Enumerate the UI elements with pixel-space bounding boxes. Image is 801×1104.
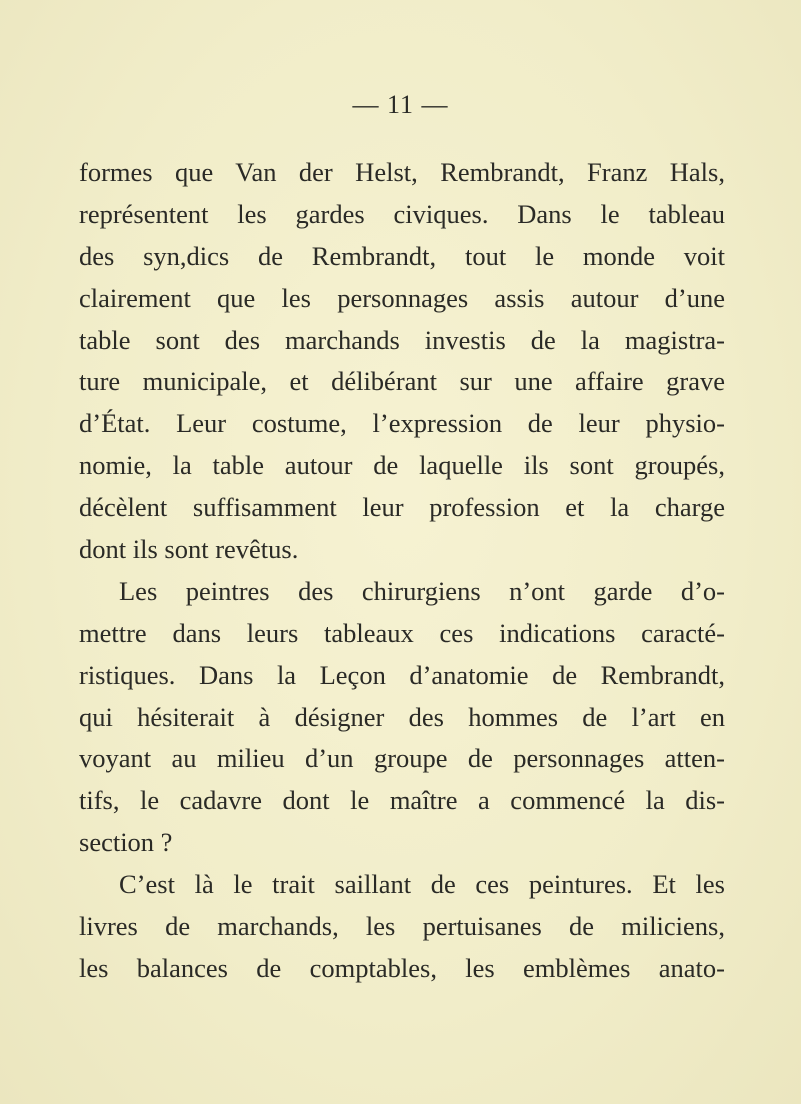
text-line: des syn,dics de Rembrandt, tout le monde voit	[79, 240, 725, 271]
text-line: représentent les gardes civiques. Dans le tableau	[79, 198, 725, 229]
paragraph-start-line: C’est là le trait saillant de ces peintures. Et les	[119, 869, 725, 900]
body-text	[79, 152, 725, 990]
text-line: nomie, la table autour de laquelle ils sont groupés,	[79, 450, 725, 481]
text-line: d’État. Leur costume, l’expression de leur physio-	[79, 408, 725, 439]
text-line: les balances de comptables, les emblèmes anato-	[79, 952, 725, 983]
paragraph-end-line: section ?	[79, 827, 173, 858]
text-line: clairement que les personnages assis autour d’une	[79, 282, 725, 313]
text-line: table sont des marchands investis de la magistra-	[79, 324, 725, 355]
text-line: qui hésiterait à désigner des hommes de l’art en	[79, 701, 725, 732]
text-line: ture municipale, et délibérant sur une affaire grave	[79, 366, 725, 397]
text-line: livres de marchands, les pertuisanes de miliciens,	[79, 911, 725, 942]
paragraph-end-line: dont ils sont revêtus.	[79, 534, 299, 565]
text-line: mettre dans leurs tableaux ces indications caracté-	[79, 617, 725, 648]
text-line: voyant au milieu d’un groupe de personnages atten-	[79, 743, 725, 774]
page-number: — 11 —	[352, 90, 449, 119]
paragraph-start-line: Les peintres des chirurgiens n’ont garde d’o-	[119, 575, 725, 606]
text-line: ristiques. Dans la Leçon d’anatomie de Rembrandt,	[79, 659, 725, 690]
text-line: décèlent suffisamment leur profession et la charge	[79, 492, 725, 523]
text-line: tifs, le cadavre dont le maître a commencé la dis-	[79, 785, 725, 816]
text-line: formes que Van der Helst, Rembrandt, Franz Hals,	[79, 157, 725, 187]
